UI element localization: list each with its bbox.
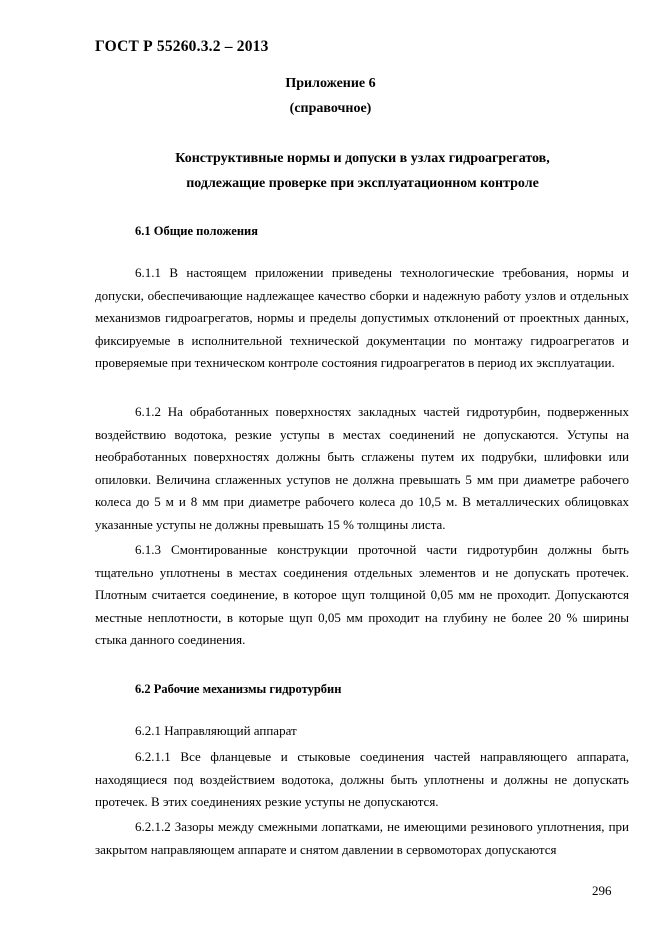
subsection-6-2-1: 6.2.1 Направляющий аппарат	[135, 723, 297, 738]
paragraph-6-1-1: 6.1.1 В настоящем приложении приведены технологические требования, нормы и допуски, обеспечивающие надлежащее качество сборки и надежную работу узлов и отдельных механизмов гидроагрегатов, нормы и пределы допустимых отклонений от проектных данных, фиксируемые в исполнительной технической документации по монтажу гидроагрегатов и проверяемые при техническом контроле состояния гидроагрегатов в период их эксплуатации.	[95, 265, 629, 371]
section-heading-6-1: 6.1 Общие положения	[135, 224, 259, 238]
document-id: ГОСТ Р 55260.3.2 – 2013	[95, 38, 269, 55]
paragraph-6-2-1-2: 6.2.1.2 Зазоры между смежными лопатками, не имеющими резинового уплотнения, при закрытом направляющем аппарате и снятом давлении в сервомоторах допускаются	[95, 819, 629, 857]
paragraph-6-1-3: 6.1.3 Смонтированные конструкции проточной части гидротурбин должны быть тщательно уплотнены в местах соединения отдельных элементов и не допускать протечек. Плотным считается соединение, в которое щуп толщиной 0,05 мм не проходит. Допускаются местные неплотности, в которые щуп 0,05 мм проходит на глубину не более 20 % ширины стыка данного соединения.	[95, 542, 629, 648]
page-title-line-2: подлежащие проверке при эксплуатационном контроле	[186, 176, 539, 191]
appendix-note: (справочное)	[289, 101, 372, 116]
section-heading-6-2: 6.2 Рабочие механизмы гидротурбин	[135, 682, 342, 696]
page-title-line-1: Конструктивные нормы и допуски в узлах гидроагрегатов,	[175, 151, 550, 166]
appendix-label: Приложение 6	[285, 76, 376, 91]
paragraph-6-1-2: 6.1.2 На обработанных поверхностях закладных частей гидротурбин, подверженных воздействию водотока, резкие уступы в местах соединений не допускаются. Уступы на необработанных поверхностях должны быть сглажены путем их подрубки, шлифовки или опиловки. Величина сглаженных уступов не должна превышать 5 мм при диаметре рабочего колеса до 5 м и 8 мм при диаметре рабочего колеса до 10,5 м. В металлических облицовках указанные уступы не должны превышать 15 % толщины листа.	[95, 404, 629, 532]
page-number: 296	[592, 883, 612, 898]
paragraph-6-2-1-1: 6.2.1.1 Все фланцевые и стыковые соединения частей направляющего аппарата, находящиеся под воздействием водотока, должны быть уплотнены и должны не допускать протечек. В этих соединениях резкие уступы не допускаются.	[95, 749, 629, 810]
